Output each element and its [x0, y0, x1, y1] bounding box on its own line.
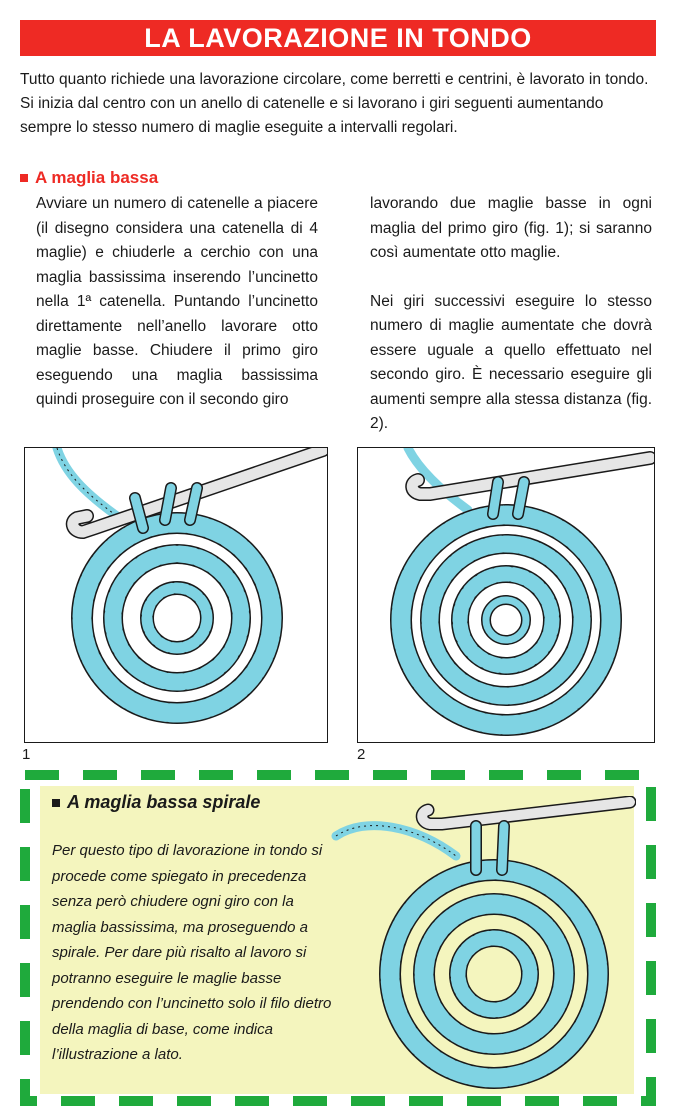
figure-1	[24, 447, 328, 743]
figure-spiral	[326, 796, 636, 1092]
figure-2	[357, 447, 655, 743]
crochet-spiral-illustration	[326, 796, 636, 1092]
column-right-text-2: Nei giri successivi eseguire lo stesso numero di maglie aumentate che dovrà essere uguale a quello effettuato nel secondo giro. È necessario eseguire gli aumenti sempre alla stessa distanza (fig. 2).	[370, 292, 652, 432]
intro-paragraph: Tutto quanto richiede una lavorazione circolare, come berretti e centrini, è lavorato in tondo. Si inizia dal centro con un anello di catenelle e si lavorano i giri seguenti aumentando sempre lo stesso numero di maglie eseguite a intervalli regolari.	[20, 71, 649, 136]
figure-number-2: 2	[357, 746, 366, 763]
square-bullet-icon	[20, 174, 28, 182]
section-heading-label: A maglia bassa spirale	[67, 792, 261, 812]
crochet-round-illustration-2	[358, 448, 655, 743]
text-column-right	[370, 192, 652, 437]
section-heading-maglia-bassa	[20, 168, 158, 188]
text-column-left	[36, 192, 318, 413]
page-title: LA LAVORAZIONE IN TONDO	[144, 22, 532, 53]
section-heading-spirale	[52, 792, 260, 813]
crochet-round-illustration-1	[25, 448, 328, 743]
column-right-text-1: lavorando due maglie basse in ogni maglia del primo giro (fig. 1); si saranno così aumentate otto maglie.	[370, 195, 652, 261]
title-banner	[20, 20, 656, 56]
figure-number-1: 1	[22, 746, 31, 763]
spiral-description: Per questo tipo di lavorazione in tondo si procede come spiegato in precedenza senza però chiudere ogni giro con la maglia bassissima, ma proseguendo a spirale. Per dare più risalto al lavoro si potranno eseguire le maglie basse prendendo con l’uncinetto solo il filo dietro della maglia di base, come indica l’illustrazione a lato.	[52, 842, 332, 1063]
section-heading-label: A maglia bassa	[35, 168, 159, 187]
column-left-text: Avviare un numero di catenelle a piacere (il disegno considera una catenella di 4 maglie) e chiuderle a cerchio con una maglia bassissima inserendo l’uncinetto nella 1ª catenella. Puntando l’uncinetto direttamente nell’anello lavorare otto maglie basse. Chiudere il primo giro eseguendo una maglia bassissima quindi proseguire con il secondo giro	[36, 195, 318, 408]
square-bullet-icon	[52, 799, 60, 807]
